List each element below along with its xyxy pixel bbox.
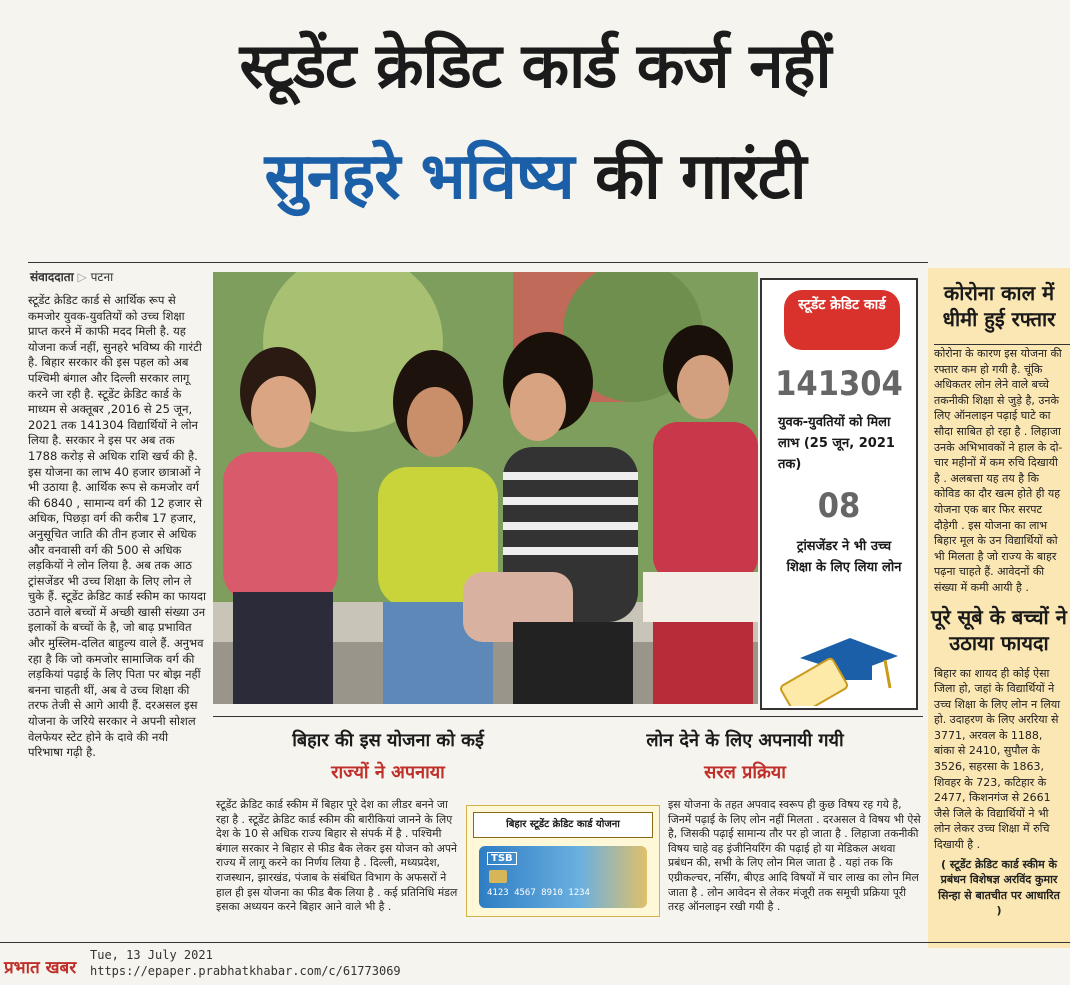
right-credit: ( स्टूडेंट क्रेडिट कार्ड स्कीम के प्रबंधन विशेषज्ञ अरविंद कुमार सिन्हा से बातचीत पर आधारित ) [938, 857, 1060, 918]
infobox-pill: स्टूडेंट क्रेडिट कार्ड [784, 290, 900, 350]
byline-reporter: संवाददाता [30, 270, 74, 284]
card-title: बिहार स्टूडेंट क्रेडिट कार्ड योजना [473, 812, 653, 838]
footer-date: Tue, 13 July 2021 [90, 948, 213, 962]
divider [213, 716, 923, 717]
infobox-text-students: युवक-युवतियों को मिला लाभ (25 जून, 2021 तक) [778, 415, 895, 472]
infobox-number-transgender: 08 [817, 486, 861, 526]
byline [30, 268, 113, 285]
graduation-cap-icon [780, 618, 900, 706]
stats-infobox [760, 278, 918, 710]
card-bank: TSB [487, 852, 517, 865]
play-icon: ▷ [77, 270, 87, 284]
right-heading-state: पूरे सूबे के बच्चों ने उठाया फायदा [931, 604, 1067, 655]
section-right-body: इस योजना के तहत अपवाद स्वरूप ही कुछ विषय रह गये है, जिनमें पढ़ाई के लिए लोन नहीं मिलता . दरअसल वे विषय भी ऐसे है, जिसकी पढ़ाई सामान्य तौर पर हो जाता है . लिहाजा तकनीकी विषय चाहे वह इंजीनियरिंग की पढ़ाई हो या मेडिकल अथवा प्रबंधन की, सभी के लिए लोन मिल जाता है . यहां तक कि एग्रीकल्चर, नर्सिंग, बीएड आदि विषयों में चार लाख का लोन मिल जाता है . लोन आवेदन से लेकर मंजूरी तक समूची प्रक्रिया पूरी तरह ऑनलाइन रखी गयी है . [668, 798, 921, 914]
right-text-state: बिहार का शायद ही कोई ऐसा जिला हो, जहां के विद्यार्थियों ने उच्च शिक्षा के लिए लोन न लिया हो. उदाहरण के लिए अररिया से 3771, अरवल के 1188, बांका से 2410, सुपौल के 3526, सहरसा के 1863, शिवहर के 723, कटिहार के 2477, किशनगंज से 2661 जैसे जिले के विद्यार्थियों ने भी लोन लेकर उच्च शिक्षा में रुचि दिखायी है . [934, 666, 1061, 852]
section-right-subtitle: सरल प्रक्रिया [704, 762, 786, 783]
card-number: 4123 4567 8910 1234 [487, 888, 590, 898]
credit-card-graphic [466, 805, 660, 917]
divider [0, 942, 1070, 943]
section-left-body: स्टूडेंट क्रेडिट कार्ड स्कीम में बिहार पूरे देश का लीडर बनने जा रहा है . स्टूडेंट क्रेडिट कार्ड स्कीम की बारीकियां जानने के लिए देश के 10 से अधिक राज्य बिहार से संपर्क में है . पश्चिमी बंगाल सरकार ने बिहार से फीड बैक लेकर इस योजन को अपने राज्य में लागू करने का निर्णय लिया है . दिल्ली, मध्यप्रदेश, राजस्थान, झारखंड, पंजाब के संबंधित विभाग के अफसरों ने हाल ही इस योजना का फीड बैक लिया है . कई प्रतिनिधि मंडल इसका अध्ययन करने बिहार आने वाले भी है . [216, 798, 458, 914]
section-left-title: बिहार की इस योजना को कई [292, 730, 484, 751]
chip-icon [489, 870, 507, 883]
headline-line1: स्टूडेंट क्रेडिट कार्ड कर्ज नहीं [239, 29, 831, 102]
right-text-corona: कोरोना के कारण इस योजना की रफ्तार कम हो गयी है. चूंकि अधिकतर लोन लेने वाले बच्चे तकनीकी शिक्षा से जुड़े है, उनके लिए ऑनलाइन पढ़ाई घाटे का सौदा साबित हो रहा है . लिहाजा उनके अभिभावकों ने हाल के दो-चार महीनों में कम रुचि दिखायी है . अलबत्ता यह तय है कि कोविड का दौर खत्म होते ही यह योजना एक बार फिर सरपट दौड़ेगी . इस योजना का लाभ बिहार मूल के उन विद्यार्थियों को भी मिलता है जो राज्य के बाहर पढ़ना चाहते हैं. आवेदनों की संख्या में कमी आयी है . [934, 347, 1063, 594]
photo-illustration [213, 272, 758, 704]
right-heading-corona: कोरोना काल में धीमी हुई रफ्तार [942, 281, 1056, 331]
students-photo [213, 272, 758, 704]
prabhat-khabar-logo: प्रभात खबर [4, 958, 77, 978]
divider [934, 344, 1070, 345]
right-column [928, 268, 1070, 948]
section-left-subtitle: राज्यों ने अपनाया [331, 762, 445, 783]
footer-meta [90, 947, 401, 979]
infobox-text-transgender: ट्रांसजेंडर ने भी उच्च शिक्षा के लिए लिया लोन [786, 539, 902, 575]
headline-black: की गारंटी [594, 140, 806, 214]
divider [28, 262, 928, 263]
headline-line2 [0, 130, 1070, 217]
section-right-title: लोन देने के लिए अपनायी गयी [646, 730, 844, 751]
infobox-number-students: 141304 [775, 364, 903, 404]
headline-blue: सुनहरे भविष्य [264, 140, 574, 214]
footer-url[interactable]: https://epaper.prabhatkhabar.com/c/61773069 [90, 964, 401, 978]
left-column-text: स्टूडेंट क्रेडिट कार्ड से आर्थिक रूप से कमजोर युवक-युवतियों को उच्च शिक्षा प्राप्त करने में काफी मदद मिली है. यह योजना कर्ज नहीं, सुनहरे भविष्य की गारंटी है. बिहार सरकार की इस पहल को अब पश्चिमी बंगाल और दिल्ली सरकार लागू करने जा रही है. स्टूडेंट क्रेडिट कार्ड के माध्यम से अक्तूबर ,2016 से 25 जून, 2021 तक 141304 विद्यार्थियों ने लोन लिया है. सरकार ने इस पर अब तक 1788 करोड़ से अधिक राशि खर्च की है. इस योजना का लाभ 40 हजार छात्राओं ने भी उठाया है. आर्थिक रूप से कमजोर वर्ग की 6840 , सामान्य वर्ग की 12 हजार से अधिक, पिछड़ा वर्ग की करीब 17 हजार, अनुसूचित जाति की तीन हजार से अधिक और वनवासी वर्ग की 500 से अधिक लड़कियों ने लोन लिया है. अब तक आठ ट्रांसजेंडर भी उच्च शिक्षा के लिए लोन ले चुके हैं. स्टूडेंट क्रेडिट कार्ड स्कीम का फायदा उठाने वाले बच्चों में अच्छी खासी संख्या उन इलाकों के बच्चों के है, जो बाढ़ प्रभावित और मुस्लिम-दलित बाहुल्य वाले हैं. अनुभव रहा है कि जो कमजोर सामाजिक वर्ग की लड़कियां पढ़ाई के लिए पिता पर बोझ नहीं बनना चाहती थीं, अब वे उच्च शिक्षा की तरफ तेजी से आगे आयी हैं. दरअसल इस योजना के जरिये सरकार ने अपनी सोशल वेलफेयर स्टेट होने के दावे की नयी परिभाषा गढ़ी है. [28, 293, 206, 760]
byline-place: पटना [90, 270, 114, 284]
